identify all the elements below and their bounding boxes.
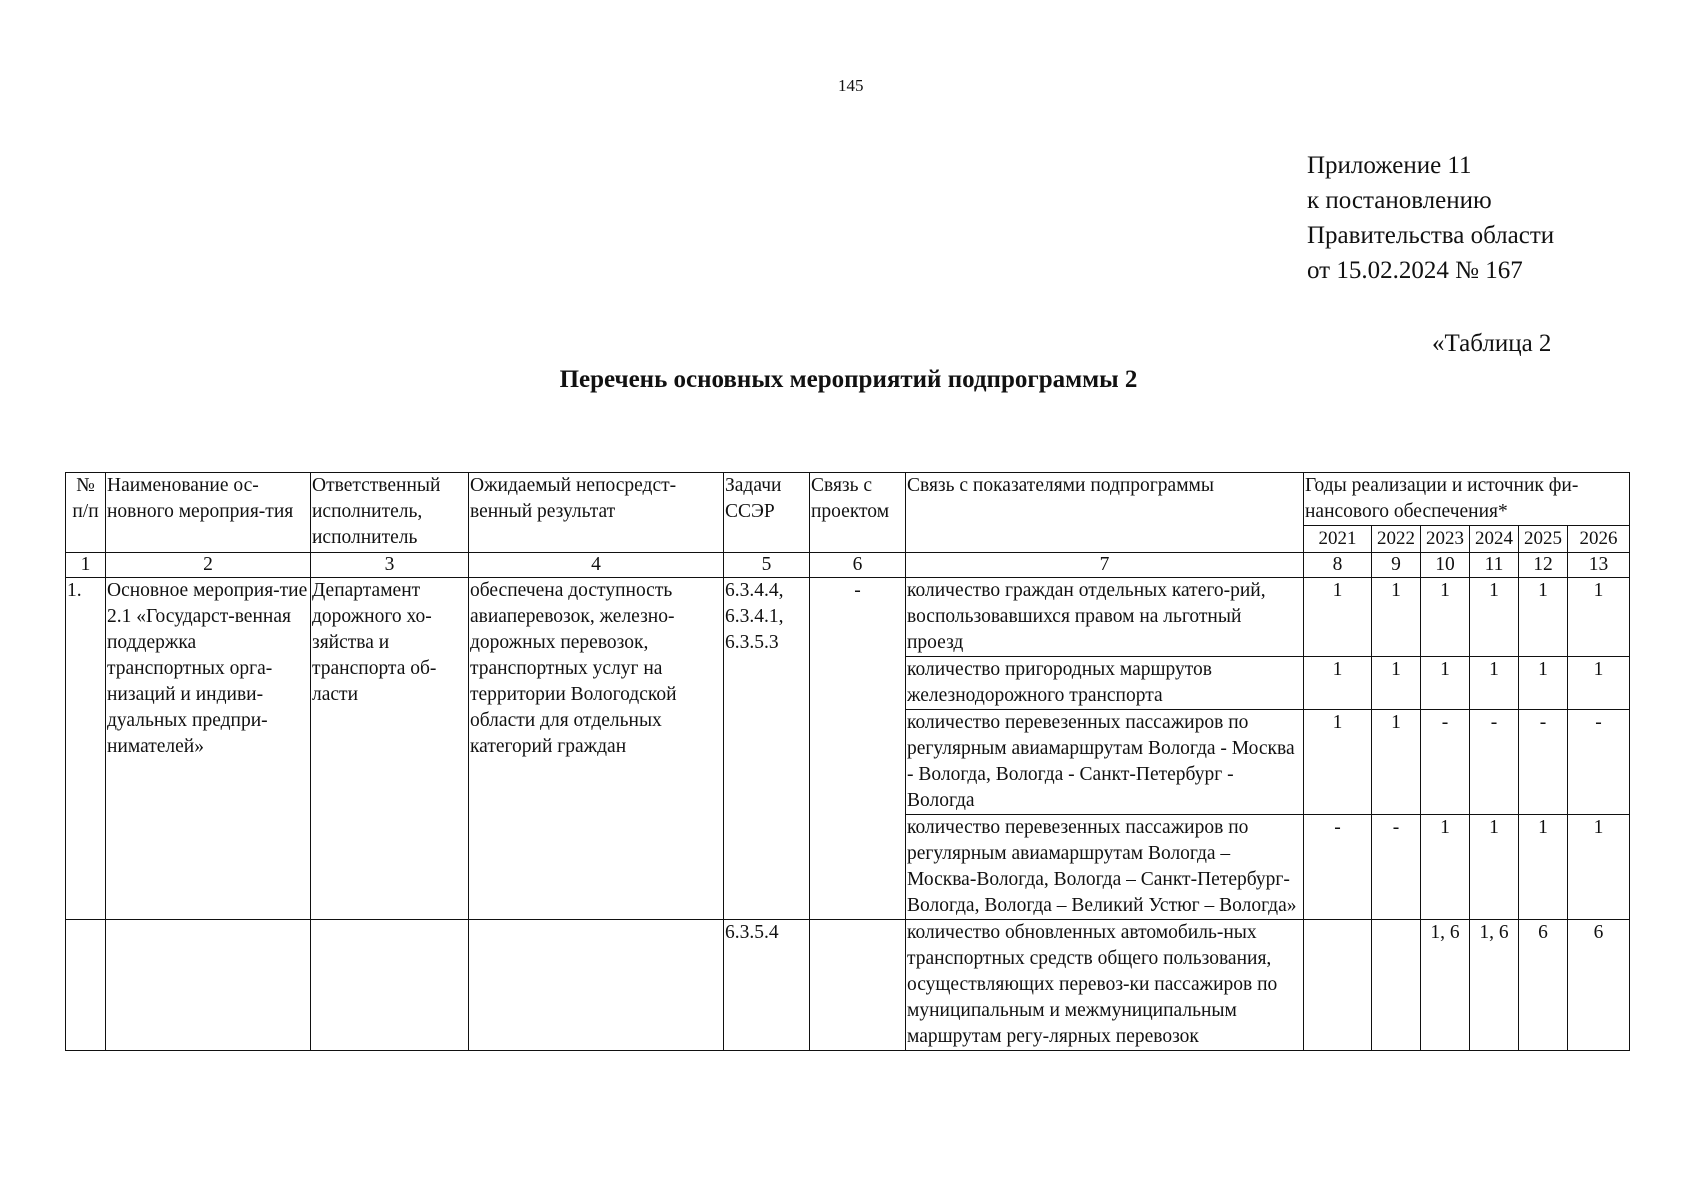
column-number: 11 xyxy=(1470,553,1519,578)
indicator-value: 1 xyxy=(1304,657,1372,710)
header-result: Ожидаемый непосредст-венный результат xyxy=(469,473,724,553)
indicator-text: количество пригородных маршрутов железнодорожного транспорта xyxy=(906,657,1304,710)
header-year: 2026 xyxy=(1568,526,1630,553)
empty-cell xyxy=(66,920,106,1051)
indicator-value: 1 xyxy=(1372,578,1421,657)
indicator-value: 6 xyxy=(1568,920,1630,1051)
indicator-value: 1, 6 xyxy=(1470,920,1519,1051)
header-num: № п/п xyxy=(66,473,106,553)
event-tasks: 6.3.4.4, 6.3.4.1, 6.3.5.3 xyxy=(724,578,810,920)
empty-cell xyxy=(311,920,469,1051)
indicator-value: 1 xyxy=(1568,578,1630,657)
column-number: 12 xyxy=(1519,553,1568,578)
indicator-value xyxy=(1372,920,1421,1051)
indicator-value: 1 xyxy=(1421,657,1470,710)
appendix-line: к постановлению xyxy=(1307,187,1492,214)
indicator-text: количество перевезенных пассажиров по регулярным авиамаршрутам Вологда - Москва - Вологда, Вологда - Санкт-Петербург - Вологда xyxy=(906,710,1304,815)
events-table xyxy=(65,472,1630,1051)
event-tasks: 6.3.5.4 xyxy=(724,920,810,1051)
indicator-value: - xyxy=(1568,710,1630,815)
column-number: 10 xyxy=(1421,553,1470,578)
column-number: 3 xyxy=(311,553,469,578)
appendix-line: от 15.02.2024 № 167 xyxy=(1307,257,1523,284)
column-number: 7 xyxy=(906,553,1304,578)
header-years-group: Годы реализации и источник фи-нансового обеспечения* xyxy=(1304,473,1630,526)
indicator-value: 1 xyxy=(1470,815,1519,920)
indicator-value: 1 xyxy=(1470,578,1519,657)
events-table-wrapper xyxy=(65,472,1618,1051)
indicator-value: 1 xyxy=(1304,578,1372,657)
indicator-value: - xyxy=(1519,710,1568,815)
column-number: 5 xyxy=(724,553,810,578)
header-year: 2024 xyxy=(1470,526,1519,553)
indicator-value: 1 xyxy=(1519,657,1568,710)
indicator-value xyxy=(1304,920,1372,1051)
column-number: 8 xyxy=(1304,553,1372,578)
indicator-value: 1 xyxy=(1470,657,1519,710)
event-name: Основное мероприя-тие 2.1 «Государст-венная поддержка транспортных орга-низаций и индиви-дуальных предпри-нимателей» xyxy=(106,578,311,920)
indicator-value: 1 xyxy=(1421,578,1470,657)
indicator-text: количество перевезенных пассажиров по регулярным авиамаршрутам Вологда – Москва-Вологда, Вологда – Санкт-Петербург-Вологда, Вологда – Великий Устюг – Вологда» xyxy=(906,815,1304,920)
header-project: Связь с проектом xyxy=(810,473,906,553)
table-row xyxy=(66,920,1630,1051)
indicator-value: 1 xyxy=(1372,710,1421,815)
indicator-text: количество граждан отдельных катего-рий, воспользовавшихся правом на льготный проезд xyxy=(906,578,1304,657)
column-number: 4 xyxy=(469,553,724,578)
indicator-value: - xyxy=(1304,815,1372,920)
empty-cell xyxy=(106,920,311,1051)
indicator-value: 1 xyxy=(1568,815,1630,920)
empty-cell xyxy=(810,920,906,1051)
empty-cell xyxy=(469,920,724,1051)
indicator-value: 1 xyxy=(1372,657,1421,710)
indicator-value: - xyxy=(1421,710,1470,815)
header-executor: Ответственный исполнитель, исполнитель xyxy=(311,473,469,553)
header-year: 2021 xyxy=(1304,526,1372,553)
event-result: обеспечена доступность авиаперевозок, железно-дорожных перевозок, транспортных услуг на территории Вологодской области для отдельных категорий граждан xyxy=(469,578,724,920)
column-number: 9 xyxy=(1372,553,1421,578)
table-label: «Таблица 2 xyxy=(1432,330,1552,357)
indicator-value: 1 xyxy=(1304,710,1372,815)
column-number: 13 xyxy=(1568,553,1630,578)
header-indicators: Связь с показателями подпрограммы xyxy=(906,473,1304,553)
header-row xyxy=(66,473,1630,526)
indicator-value: 1 xyxy=(1519,578,1568,657)
header-tasks: Задачи ССЭР xyxy=(724,473,810,553)
page-number: 145 xyxy=(838,76,864,95)
indicator-value: 1 xyxy=(1421,815,1470,920)
indicator-value: 1 xyxy=(1519,815,1568,920)
indicator-value: - xyxy=(1372,815,1421,920)
header-year: 2022 xyxy=(1372,526,1421,553)
table-row xyxy=(66,578,1630,657)
column-number: 1 xyxy=(66,553,106,578)
indicator-value: - xyxy=(1470,710,1519,815)
column-number: 2 xyxy=(106,553,311,578)
header-year: 2025 xyxy=(1519,526,1568,553)
indicator-value: 1, 6 xyxy=(1421,920,1470,1051)
event-project: - xyxy=(810,578,906,920)
column-number: 6 xyxy=(810,553,906,578)
appendix-line: Приложение 11 xyxy=(1307,152,1472,179)
appendix-line: Правительства области xyxy=(1307,222,1555,249)
event-num: 1. xyxy=(66,578,106,920)
document-title: Перечень основных мероприятий подпрограммы 2 xyxy=(559,366,1138,393)
indicator-value: 1 xyxy=(1568,657,1630,710)
indicator-text: количество обновленных автомобиль-ных транспортных средств общего пользования, осуществляющих перевоз-ки пассажиров по муниципальным и межмуниципальным маршрутам регу-лярных перевозок xyxy=(906,920,1304,1051)
indicator-value: 6 xyxy=(1519,920,1568,1051)
header-year: 2023 xyxy=(1421,526,1470,553)
appendix-block xyxy=(1307,148,1554,288)
header-name: Наименование ос-новного мероприя-тия xyxy=(106,473,311,553)
event-executor: Департамент дорожного хо-зяйства и транспорта об-ласти xyxy=(311,578,469,920)
column-numbers-row xyxy=(66,553,1630,578)
